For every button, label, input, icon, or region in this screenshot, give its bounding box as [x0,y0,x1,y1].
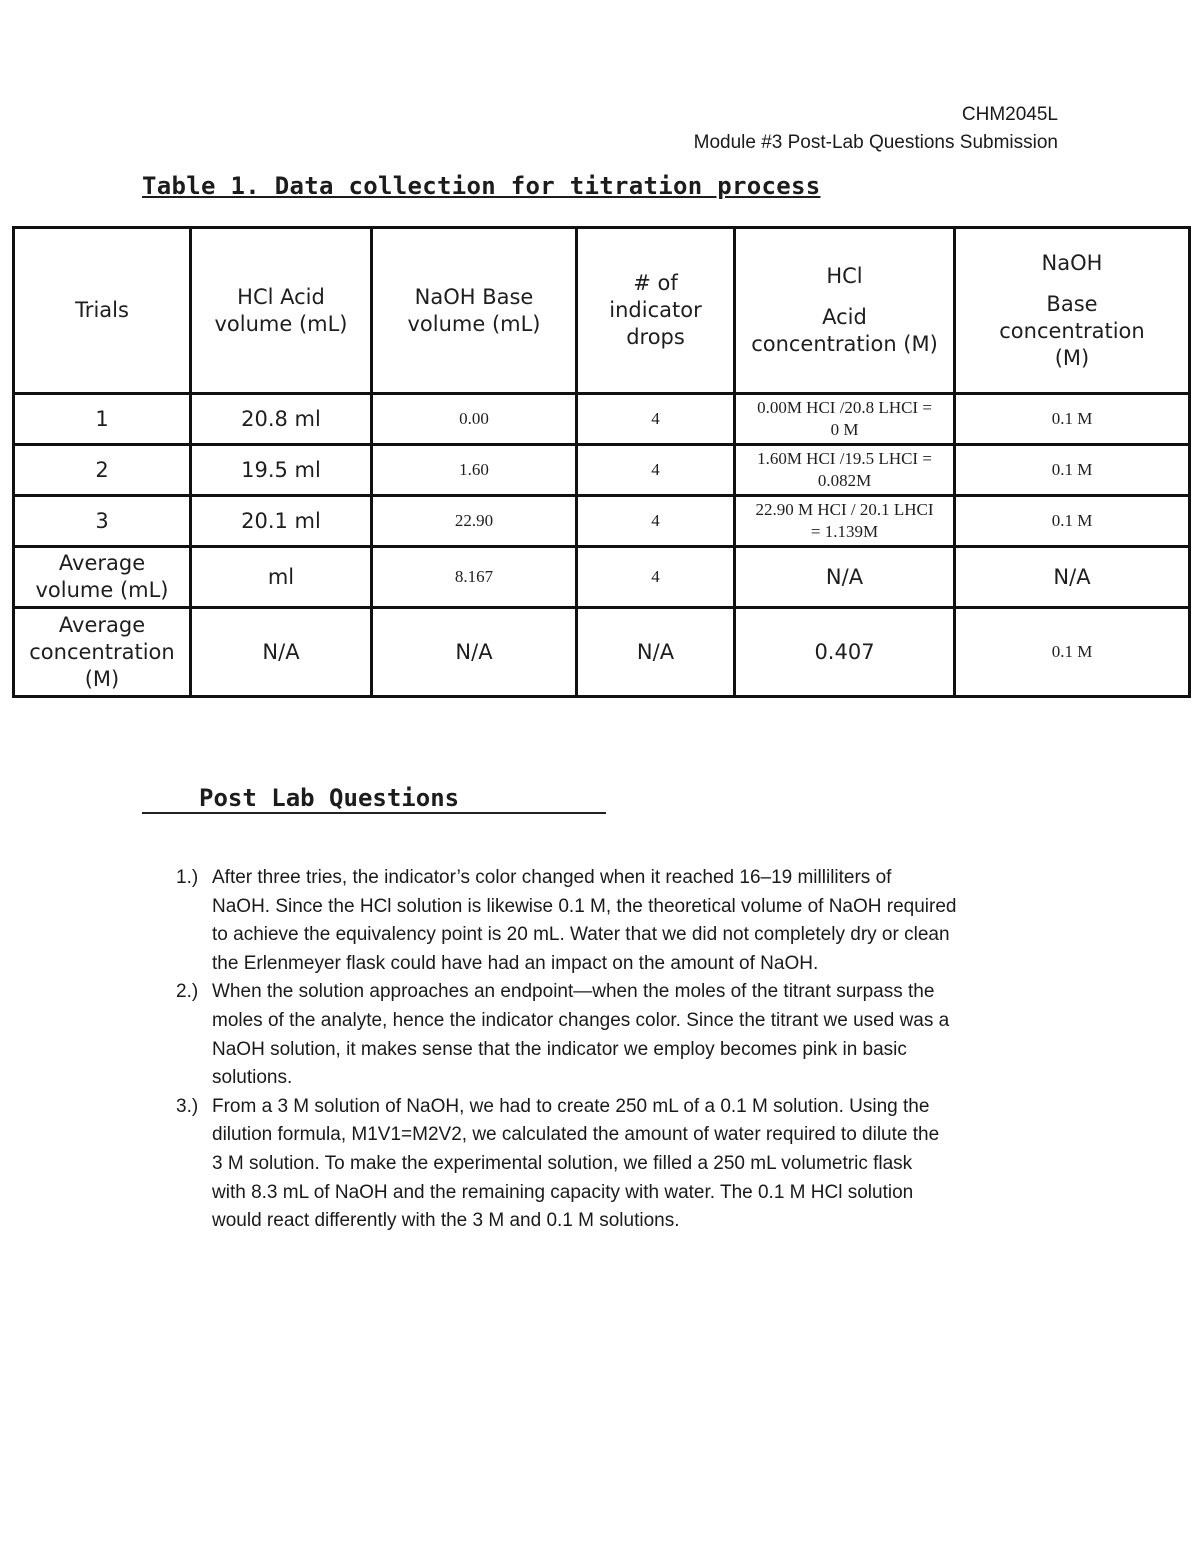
avg-hcl-volume-cell: ml [191,547,372,608]
avg-naoh-concentration-cell: N/A [955,547,1190,608]
header-naoh-concentration: NaOH Base concentration (M) [955,228,1190,394]
question-item: 1.) After three tries, the indicator’s color changed when it reached 16–19 milliliters of NaOH. Since the HCl solution is likewise 0.1 M, the theoretical volume of NaOH required to achieve the equivalency point is 20 mL. Water that we did not completely dry or clean the Erlenmeyer flask could have had an impact on the amount of NaOH. [0,864,1064,978]
question-number: 1.) [176,867,199,888]
table-row [14,394,1190,445]
avg-hcl-concentration-cell: N/A [735,547,955,608]
titration-data-table [12,226,1191,698]
average-concentration-label: Average concentration (M) [14,608,191,697]
module-title: Module #3 Post-Lab Questions Submission [693,132,1058,153]
table-row [14,445,1190,496]
trial-number: 1 [14,394,191,445]
post-lab-title: Post Lab Questions [142,784,606,814]
avgc-naoh-volume-cell: N/A [372,608,577,697]
trial-number: 2 [14,445,191,496]
hcl-concentration-cell: 0.00M HCI /20.8 LHCI = 0 M [735,394,955,445]
hcl-volume-cell: 20.1 ml [191,496,372,547]
question-item: 3.) From a 3 M solution of NaOH, we had to create 250 mL of a 0.1 M solution. Using the dilution formula, M1V1=M2V2, we calculated the amount of water required to dilute the 3 M solution. To make the experimental solution, we filled a 250 mL volumetric flask with 8.3 mL of NaOH and the remaining capacity with water. The 0.1 M HCl solution would react differently with the 3 M and 0.1 M solutions. [0,1093,1064,1236]
naoh-concentration-cell: 0.1 M [955,394,1190,445]
average-volume-row [14,547,1190,608]
header-indicator-drops: # of indicator drops [577,228,735,394]
header-naoh-volume: NaOH Base volume (mL) [372,228,577,394]
table-row [14,496,1190,547]
naoh-volume-cell: 22.90 [372,496,577,547]
avgc-hcl-volume-cell: N/A [191,608,372,697]
hcl-volume-cell: 19.5 ml [191,445,372,496]
avgc-drops-cell: N/A [577,608,735,697]
average-concentration-row [14,608,1190,697]
avgc-hcl-concentration-cell: 0.407 [735,608,955,697]
question-number: 3.) [176,1095,199,1117]
question-item: 2.) When the solution approaches an endpoint—when the moles of the titrant surpass the moles of the analyte, hence the indicator changes color. Since the titrant we used was a NaOH solution, it makes sense that the indicator we employ becomes pink in basic solutions. [0,978,1064,1092]
average-volume-label: Average volume (mL) [14,547,191,608]
avg-naoh-volume-cell: 8.167 [372,547,577,608]
table-header-row [14,228,1190,394]
header-trials: Trials [14,228,191,394]
naoh-volume-cell: 0.00 [372,394,577,445]
hcl-concentration-cell: 1.60M HCI /19.5 LHCI = 0.082M [735,445,955,496]
hcl-volume-cell: 20.8 ml [191,394,372,445]
naoh-concentration-cell: 0.1 M [955,445,1190,496]
header-hcl-volume: HCl Acid volume (mL) [191,228,372,394]
course-code: CHM2045L [961,104,1058,125]
drops-cell: 4 [577,445,735,496]
drops-cell: 4 [577,496,735,547]
header-hcl-concentration: HCl Acid concentration (M) [735,228,955,394]
table-title: Table 1. Data collection for titration process [142,172,821,200]
naoh-volume-cell: 1.60 [372,445,577,496]
hcl-concentration-cell: 22.90 M HCI / 20.1 LHCI = 1.139M [735,496,955,547]
trial-number: 3 [14,496,191,547]
post-lab-questions [0,864,1100,1236]
naoh-concentration-cell: 0.1 M [955,496,1190,547]
drops-cell: 4 [577,394,735,445]
avgc-naoh-concentration-cell: 0.1 M [955,608,1190,697]
avg-drops-cell: 4 [577,547,735,608]
question-number: 2.) [176,981,199,1003]
